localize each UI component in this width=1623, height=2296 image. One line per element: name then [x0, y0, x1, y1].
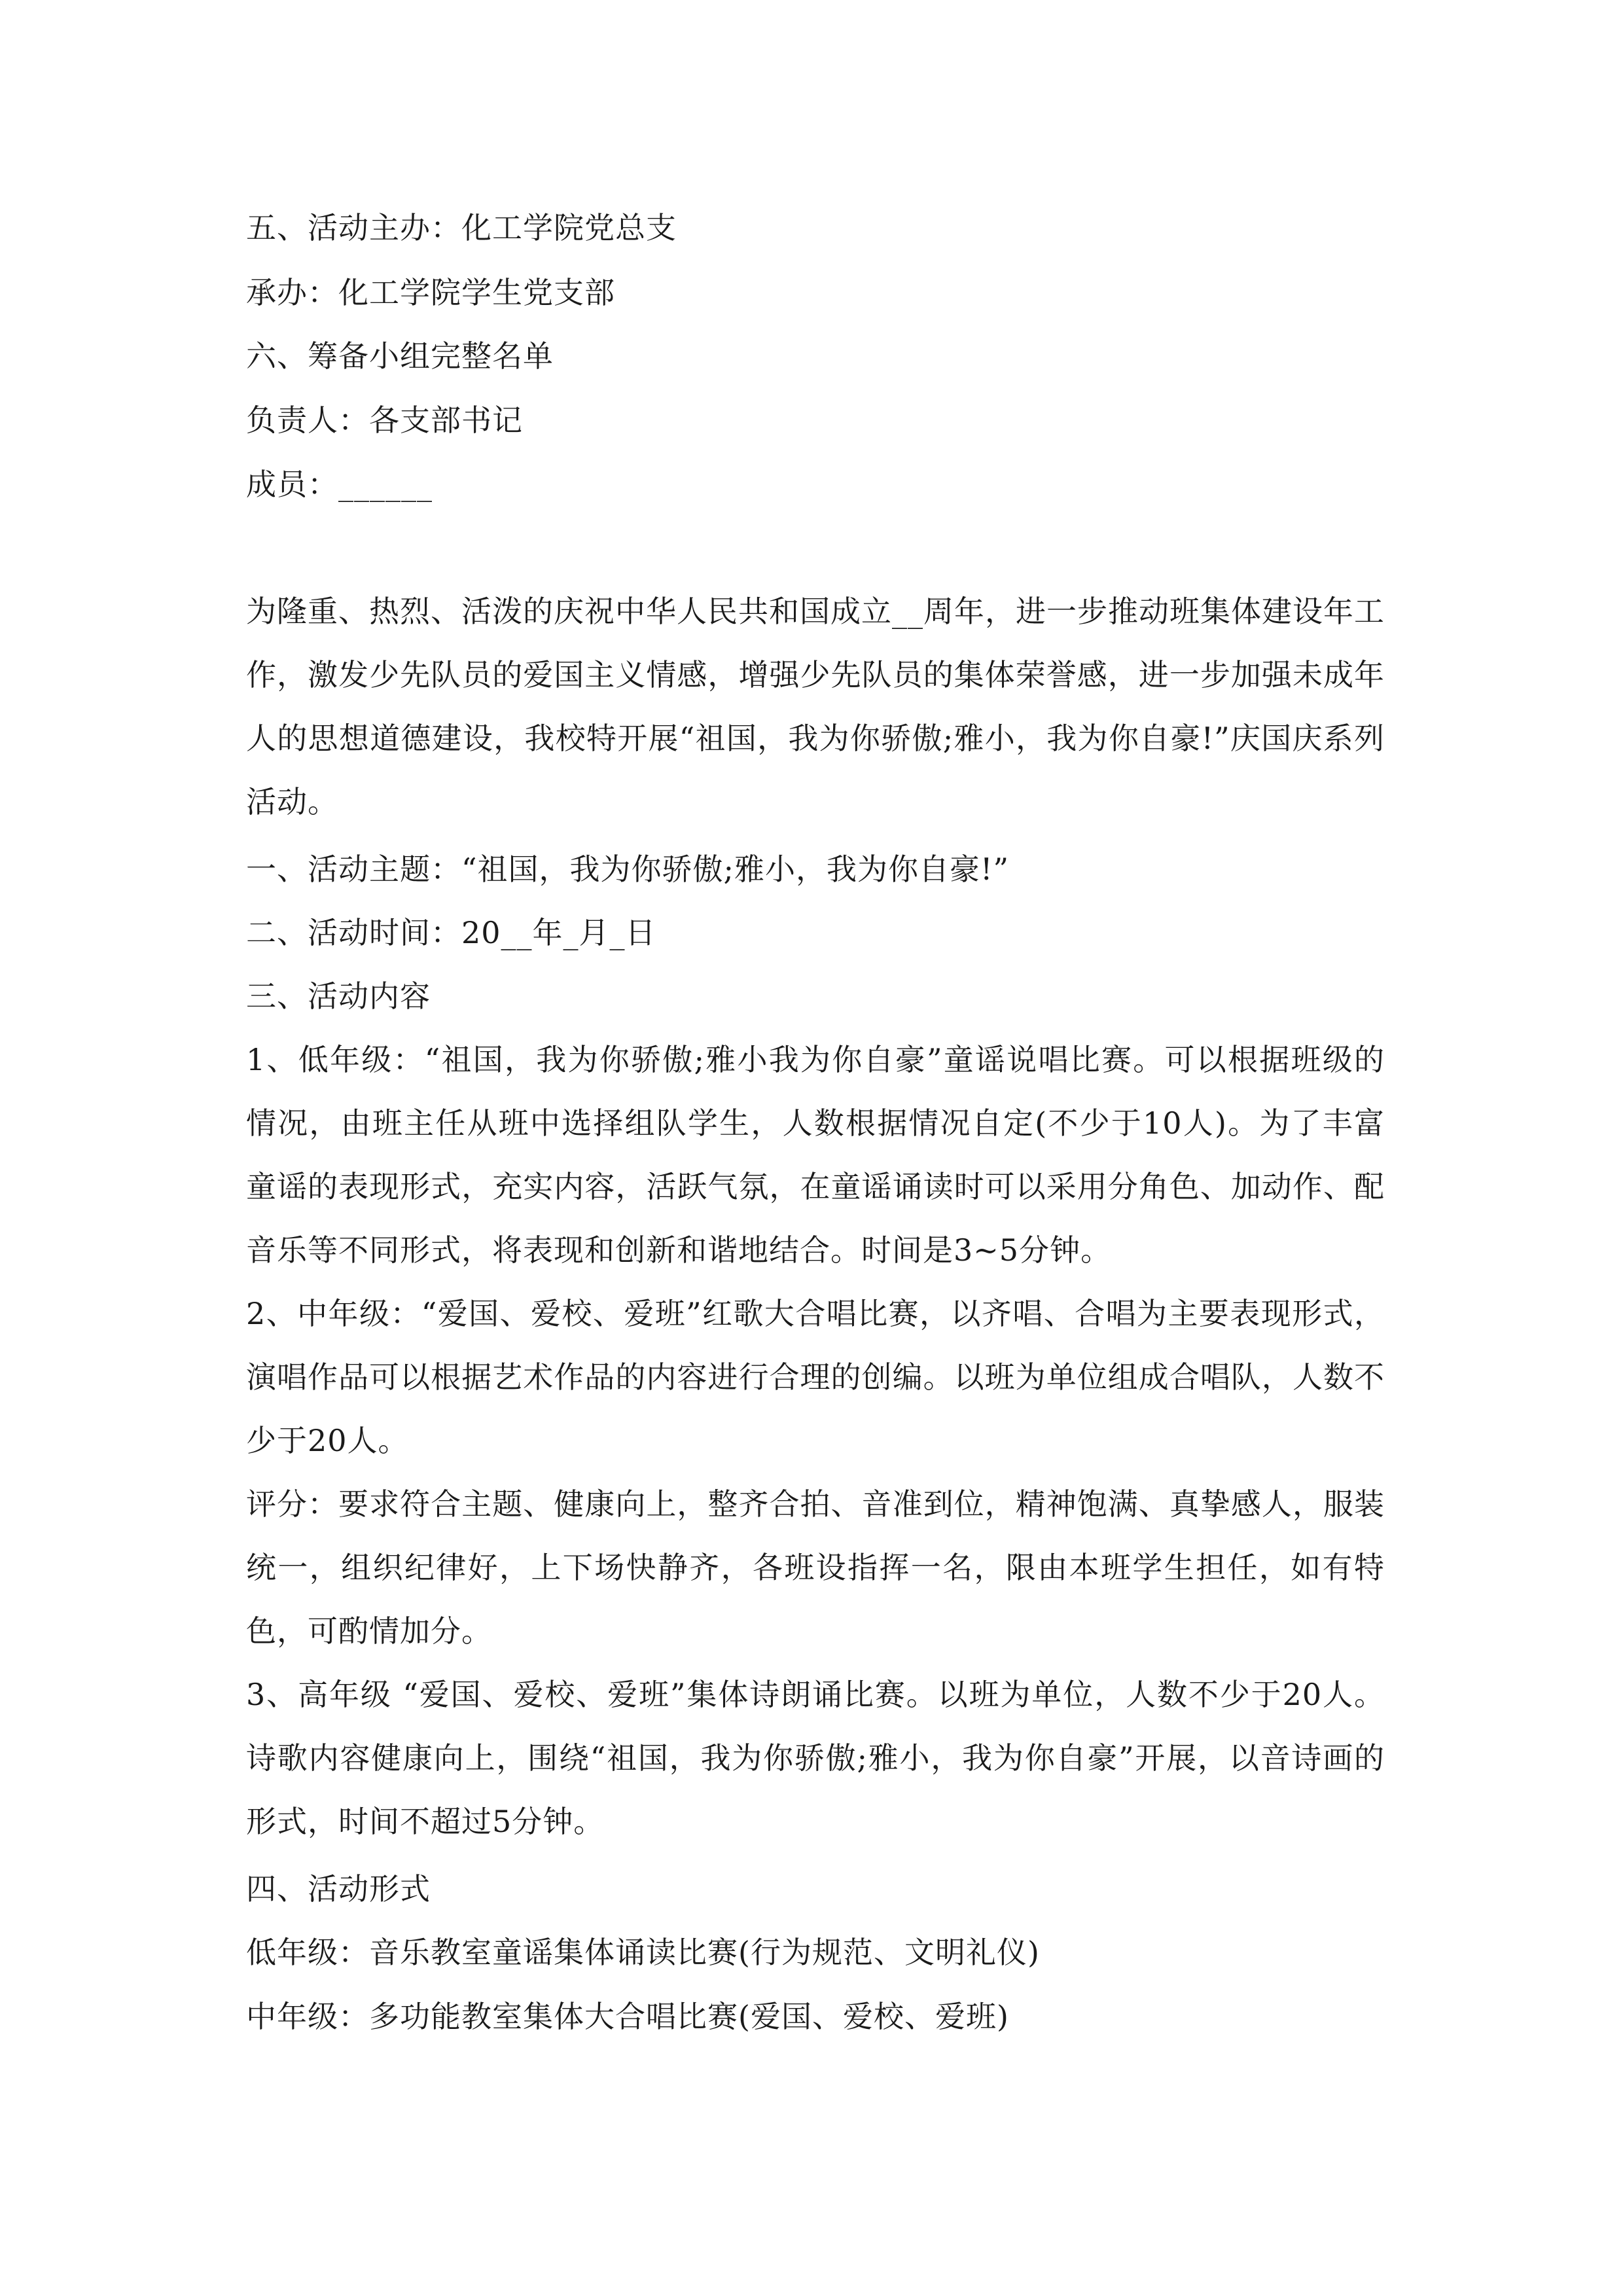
item3-paragraph: 3、高年级 “爱国、爱校、爱班”集体诗朗诵比赛。以班为单位，人数不少于20人。诗歌内容健康向上，围绕“祖国，我为你骄傲;雅小，我为你自豪”开展，以音诗画的形式，时间不超过5分钟。 — [246, 1677, 1385, 1839]
item1-paragraph: 1、低年级：“祖国，我为你骄傲;雅小我为你自豪”童谣说唱比赛。可以根据班级的情况，由班主任从班中选择组队学生，人数根据情况自定(不少于10人)。为了丰富童谣的表现形式，充实内容，活跃气氛，在童谣诵读时可以采用分角色、加动作、配音乐等不同形式，将表现和创新和谐地结合。时间是3~5分钟。 — [246, 1042, 1385, 1268]
undertaker-line: 承办：化工学院学生党支部 — [246, 275, 615, 310]
form-mid-line: 中年级：多功能教室集体大合唱比赛(爱国、爱校、爱班) — [246, 1999, 1009, 2034]
time-line: 二、活动时间：20__年_月_日 — [246, 915, 656, 950]
form-low-line: 低年级：音乐教室童谣集体诵读比赛(行为规范、文明礼仪) — [246, 1935, 1040, 1970]
members-line: 成员：______ — [246, 467, 433, 502]
intro-paragraph: 为隆重、热烈、活泼的庆祝中华人民共和国成立__周年，进一步推动班集体建设年工作，激发少先队员的爱国主义情感，增强少先队员的集体荣誉感，进一步加强未成年人的思想道德建设，我校特开展“祖国，我为你骄傲;雅小，我为你自豪!”庆国庆系列活动。 — [246, 594, 1385, 819]
form-heading: 四、活动形式 — [246, 1871, 431, 1907]
content-heading: 三、活动内容 — [246, 978, 431, 1014]
theme-line: 一、活动主题：“祖国，我为你骄傲;雅小，我为你自豪!” — [246, 852, 1010, 887]
leader-line: 负责人：各支部书记 — [246, 403, 523, 438]
item2-paragraph: 2、中年级：“爱国、爱校、爱班”红歌大合唱比赛，以齐唱、合唱为主要表现形式，演唱作品可以根据艺术作品的内容进行合理的创编。以班为单位组成合唱队，人数不少于20人。 — [246, 1296, 1385, 1458]
committee-heading: 六、筹备小组完整名单 — [246, 338, 554, 374]
scoring-paragraph: 评分：要求符合主题、健康向上，整齐合拍、音准到位，精神饱满、真挚感人，服装统一，组织纪律好，上下场快静齐，各班设指挥一名，限由本班学生担任，如有特色，可酌情加分。 — [246, 1486, 1385, 1649]
organizer-line: 五、活动主办：化工学院党总支 — [246, 210, 677, 245]
